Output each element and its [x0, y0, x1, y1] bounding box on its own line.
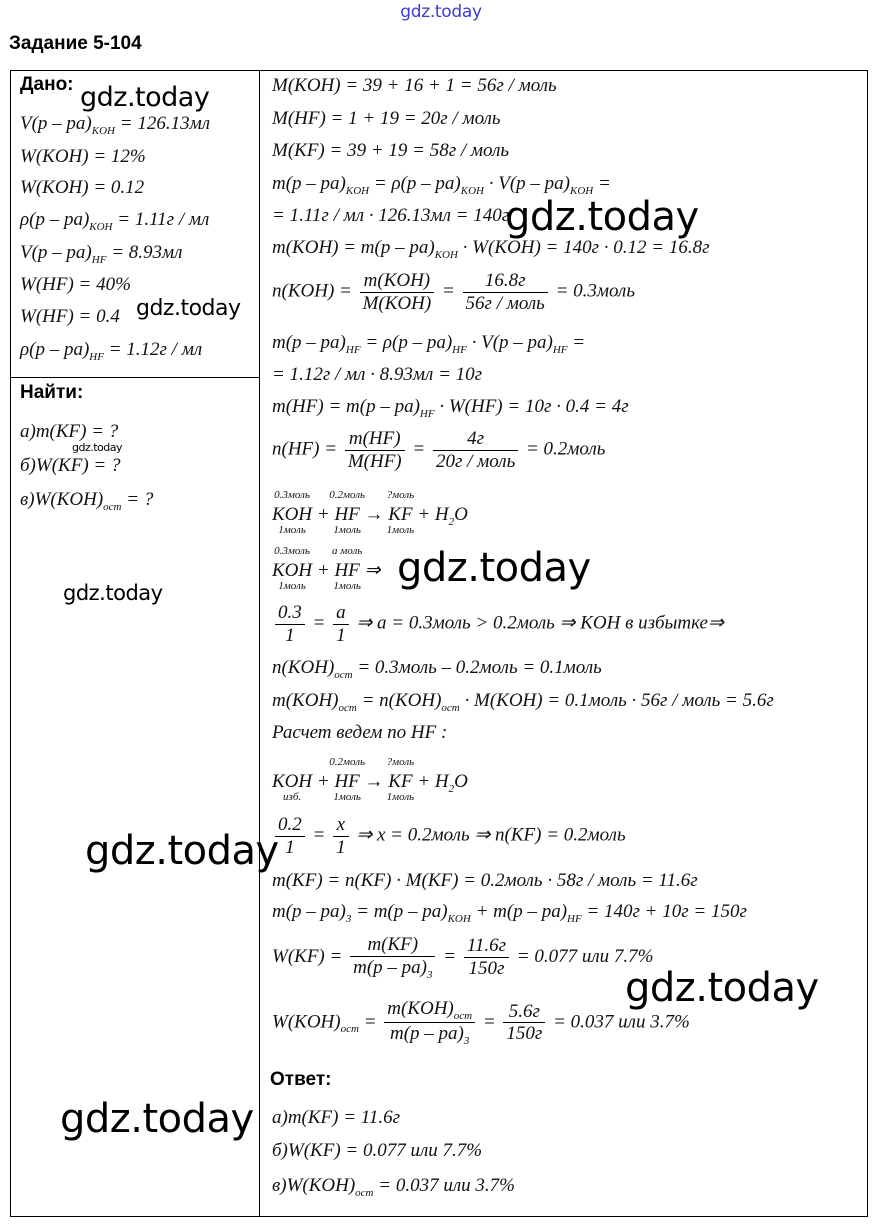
- solution-line: Расчет ведем по HF :: [272, 722, 448, 743]
- given-label: Дано:: [20, 74, 74, 95]
- solution-line: $\frac{0.2}{1}$ = $\frac{x}{1}$ ⇒ x = 0.2моль ⇒ n(KF) = 0.2моль: [272, 814, 626, 859]
- given-item: W(KOH) = 0.12: [20, 177, 145, 198]
- given-item: $V(p - pa)_{KOH} = 126.13мл$: [20, 113, 210, 137]
- solution-line: = 1.12г / мл · 8.93мл = 10г: [272, 364, 483, 385]
- solution-line: $\frac{0.3}{1}$ = $\frac{a}{1}$ ⇒ a = 0.3моль > 0.2моль ⇒ KOH в избытке⇒: [272, 602, 724, 647]
- watermark: gdz.today: [505, 194, 699, 240]
- solution-line: $m(KOH)_{ост} = n(KOH)_{ост} \cdot M(KOH)$ = 0.1моль · 56г / моль = 5.6г: [272, 690, 774, 714]
- given-item: $V(p - pa)_{HF} = 8.93мл$: [20, 242, 183, 266]
- solution-line: M(KF) = 39 + 19 = 58г / моль: [272, 140, 509, 161]
- solution-line: = 1.11г / мл · 126.13мл = 140г: [272, 205, 510, 226]
- solution-line: n(HF) = $\frac{m(HF)}{M(HF)}$ = $\frac{4г}{\text{20г / моль}}$ = 0.2моль: [272, 428, 606, 472]
- given-item: W(HF) = 40%: [20, 274, 131, 295]
- watermark: gdz.today: [63, 581, 163, 605]
- solution-line: $W(KOH)_{ост}$ = $\frac{m(KOH)_{ост}}{m(p - pa)_3}$ = $\frac{5.6г}{150г}$ = 0.037 или 3.7%: [272, 998, 690, 1048]
- watermark: gdz.today: [397, 545, 591, 591]
- find-label: Найти:: [20, 382, 84, 403]
- watermark: gdz.today: [80, 82, 210, 113]
- watermark: gdz.today: [72, 441, 123, 454]
- solution-line: M(KOH) = 39 + 16 + 1 = 56г / моль: [272, 75, 557, 96]
- reaction-equation: KOH изб. + 0.2моль HF 1моль → ?моль KF 1моль + $H_2O$: [272, 756, 468, 803]
- watermark: gdz.today: [625, 965, 819, 1011]
- answer-item: б)W(KF) = 0.077 или 7.7%: [272, 1140, 483, 1161]
- watermark: gdz.today: [136, 296, 241, 321]
- given-item: W(KOH) = 12%: [20, 146, 146, 167]
- answer-item: a)m(KF) = 11.6г: [272, 1107, 401, 1128]
- watermark: gdz.today: [85, 828, 279, 874]
- watermark: gdz.today: [60, 1096, 254, 1142]
- solution-line: $m(p - pa)_3 = m(p - pa)_{KOH} + m(p - pa)_{HF} = 140г + 10г = 150г$: [272, 901, 747, 925]
- answer-item: $в)W(KOH)_{ост} = 0.037$ или 3.7%: [272, 1175, 515, 1199]
- given-item: W(HF) = 0.4: [20, 306, 120, 327]
- given-item: $\rho(p - pa)_{HF} = 1.12г$ / мл: [20, 339, 203, 363]
- column-divider: [259, 70, 260, 1217]
- solution-line: n(KOH) = $\frac{\text{m(KOH)}}{\text{M(KOH)}}$ = $\frac{16.8г}{\text{56г / моль}}$ = 0.3моль: [272, 270, 635, 314]
- find-item: б)W(KF) = ?: [20, 455, 121, 476]
- solution-line: $n(KOH)_{ост}$ = 0.3моль – 0.2моль = 0.1моль: [272, 657, 602, 681]
- row-divider: [10, 377, 260, 378]
- find-item: a)m(KF) = ?: [20, 421, 119, 442]
- find-item: $в)W(KOH)_{ост}$ = ?: [20, 489, 154, 513]
- top-watermark: gdz.today: [400, 2, 482, 22]
- solution-line: $m(KOH) = m(p - pa)_{KOH} \cdot W(KOH) = 140г \cdot 0.12 = 16.8г$: [272, 237, 710, 261]
- given-item: $\rho(p - pa)_{KOH} = 1.11г$ / мл: [20, 209, 210, 233]
- solution-line: $m(p - pa)_{KOH} = \rho(p - pa)_{KOH} \cdot V(p - pa)_{KOH}$ =: [272, 173, 611, 197]
- reaction-equation: 0.3моль KOH 1моль + a моль HF 1моль ⇒: [272, 545, 381, 592]
- answer-label: Ответ:: [270, 1069, 332, 1090]
- reaction-equation: 0.3моль KOH 1моль + 0.2моль HF 1моль → ?моль KF 1моль + $H_2O$: [272, 489, 468, 536]
- page-title: Задание 5-104: [9, 33, 142, 54]
- solution-line: W(KF) = $\frac{m(KF)}{m(p - pa)_3}$ = $\frac{11.6г}{150г}$ = 0.077 или 7.7%: [272, 934, 654, 981]
- solution-line: $m(HF) = m(p - pa)_{HF} \cdot W(HF) = 10г \cdot 0.4 = 4г$: [272, 396, 629, 420]
- solution-line: m(KF) = n(KF) · M(KF) = 0.2моль · 58г / моль = 11.6г: [272, 870, 698, 891]
- solution-line: $m(p - pa)_{HF} = \rho(p - pa)_{HF} \cdot V(p - pa)_{HF}$ =: [272, 332, 586, 356]
- solution-line: M(HF) = 1 + 19 = 20г / моль: [272, 108, 501, 129]
